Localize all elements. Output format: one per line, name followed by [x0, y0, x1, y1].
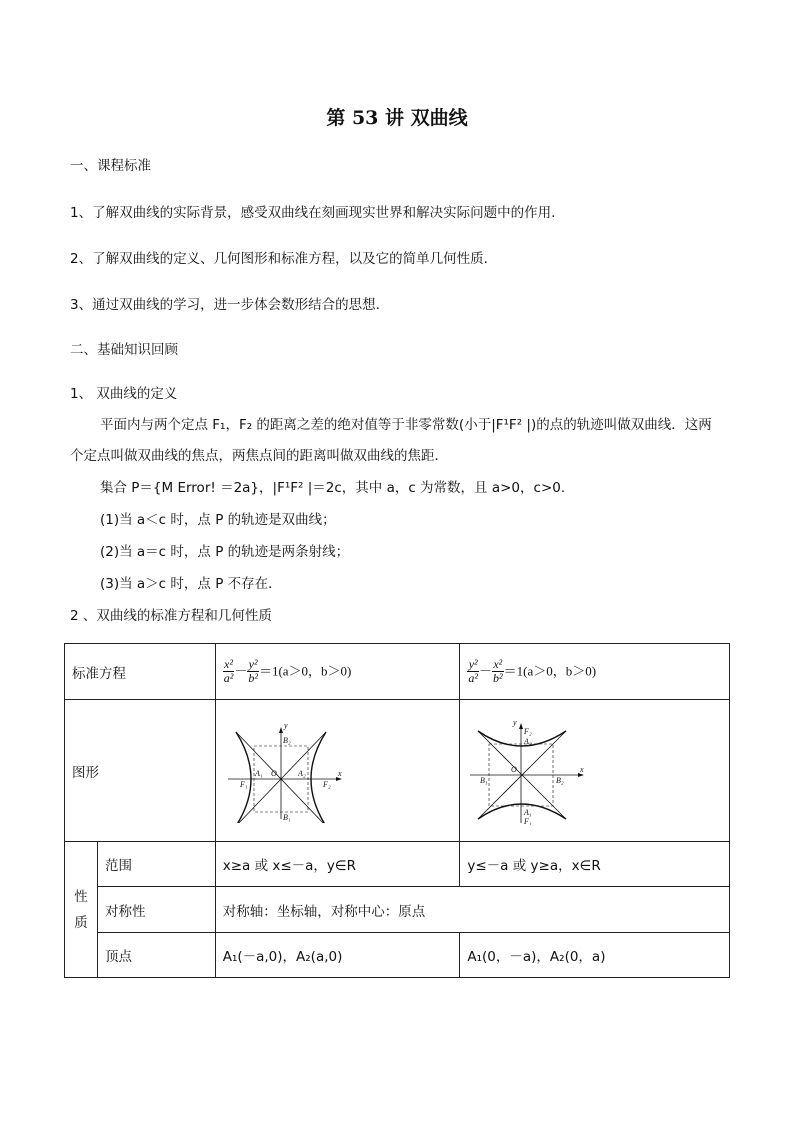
svg-text:B₂: B₂: [556, 775, 565, 785]
svg-text:A₁: A₁: [254, 768, 263, 778]
hyperbola-vertical-figure: [468, 717, 588, 825]
svg-text:B₂: B₂: [282, 735, 291, 745]
fraction-x2-b2: $\frac{\text{x²}}{\text{b²}}$: [493, 657, 503, 685]
table-row-symmetry: [65, 887, 730, 933]
svg-text:y: y: [283, 720, 288, 730]
case-3: (3)当 a＞c 时，点 P 不存在．: [100, 576, 282, 592]
set-definition: 集合 P＝{M Error! ＝2a}，|F¹F² |＝2c，其中 a，c 为常数，且 a>0，c>0.: [100, 480, 566, 496]
svg-text:F₁: F₁: [239, 779, 248, 789]
figure-vertical-cell: [460, 700, 730, 842]
table-row-vertex: [65, 933, 730, 978]
properties-subtitle: 2 、双曲线的标准方程和几何性质: [70, 608, 272, 624]
range-horizontal: x≥a 或 x≤－a，y∈R: [215, 842, 460, 887]
svg-text:F₂: F₂: [322, 779, 331, 789]
figure-horizontal-cell: [215, 700, 460, 842]
symmetry-label: 对称性: [97, 887, 215, 933]
standard-item-1: 1、了解双曲线的实际背景，感受双曲线在刻画现实世界和解决实际问题中的作用.: [70, 205, 556, 221]
page-title: 第 53 讲 双曲线: [326, 107, 468, 129]
symmetry-value: 对称轴：坐标轴，对称中心：原点: [215, 887, 729, 933]
case-2: (2)当 a＝c 时，点 P 的轨迹是两条射线；: [100, 544, 350, 560]
section1-heading: 一、课程标准: [70, 158, 151, 174]
fraction-y2-b2: $\frac{\text{y²}}{\text{b²}}$: [248, 657, 258, 685]
properties-label: 性 质: [65, 842, 98, 978]
case-1: (1)当 a＜c 时，点 P 的轨迹是双曲线；: [100, 512, 336, 528]
hyperbola-properties-table: [64, 643, 730, 978]
definition-line-2: 个定点叫做双曲线的焦点，两焦点间的距离叫做双曲线的焦距．: [70, 448, 448, 464]
definition-line-1: 平面内与两个定点 F₁，F₂ 的距离之差的绝对值等于非零常数(小于|F¹F² |)的点的轨迹叫做双曲线．这两: [100, 417, 712, 433]
svg-text:A₂: A₂: [524, 736, 533, 746]
svg-text:A₂: A₂: [297, 768, 306, 778]
svg-text:F₂: F₂: [524, 726, 533, 736]
definition-subtitle: 1、 双曲线的定义: [70, 386, 178, 402]
range-label: 范围: [97, 842, 215, 887]
hyperbola-horizontal-figure: [226, 719, 346, 823]
svg-text:x: x: [580, 764, 584, 774]
std-eq-label: 标准方程: [65, 644, 216, 700]
vertex-vertical: A₁(0，－a)，A₂(0，a): [460, 933, 730, 978]
vertex-label: 顶点: [97, 933, 215, 978]
fraction-x2-a2: $\frac{\text{x²}}{\text{a²}}$: [223, 657, 234, 685]
svg-text:O: O: [511, 764, 518, 774]
svg-text:O: O: [270, 768, 277, 778]
fraction-y2-a2: $\frac{\text{y²}}{\text{a²}}$: [468, 657, 478, 685]
table-row-range: [65, 842, 730, 887]
standard-item-3: 3、通过双曲线的学习，进一步体会数形结合的思想.: [70, 297, 380, 313]
svg-text:A₁: A₁: [524, 807, 533, 817]
table-row-standard-equation: [65, 644, 730, 700]
svg-text:y: y: [513, 717, 517, 727]
svg-text:x: x: [337, 768, 342, 778]
vertex-horizontal: A₁(－a,0)，A₂(a,0): [215, 933, 460, 978]
svg-text:B₁: B₁: [282, 812, 291, 822]
standard-item-2: 2、了解双曲线的定义、几何图形和标准方程，以及它的简单几何性质.: [70, 251, 488, 267]
range-vertical: y≤－a 或 y≥a，x∈R: [460, 842, 730, 887]
section2-heading: 二、基础知识回顾: [70, 342, 178, 358]
std-eq-vertical: $\frac{\text{y²}}{\text{a²}}$ － $\frac{\text{x²}}{\text{b²}}$ ＝1(a＞0，b＞0): [460, 644, 730, 700]
svg-text:B₁: B₁: [480, 775, 489, 785]
svg-text:F₁: F₁: [524, 816, 533, 825]
std-eq-horizontal: $\frac{\text{x²}}{\text{a²}}$ － $\frac{\text{y²}}{\text{b²}}$ ＝1(a＞0，b＞0): [215, 644, 460, 700]
table-row-figure: [65, 700, 730, 842]
figure-label: 图形: [65, 700, 216, 842]
